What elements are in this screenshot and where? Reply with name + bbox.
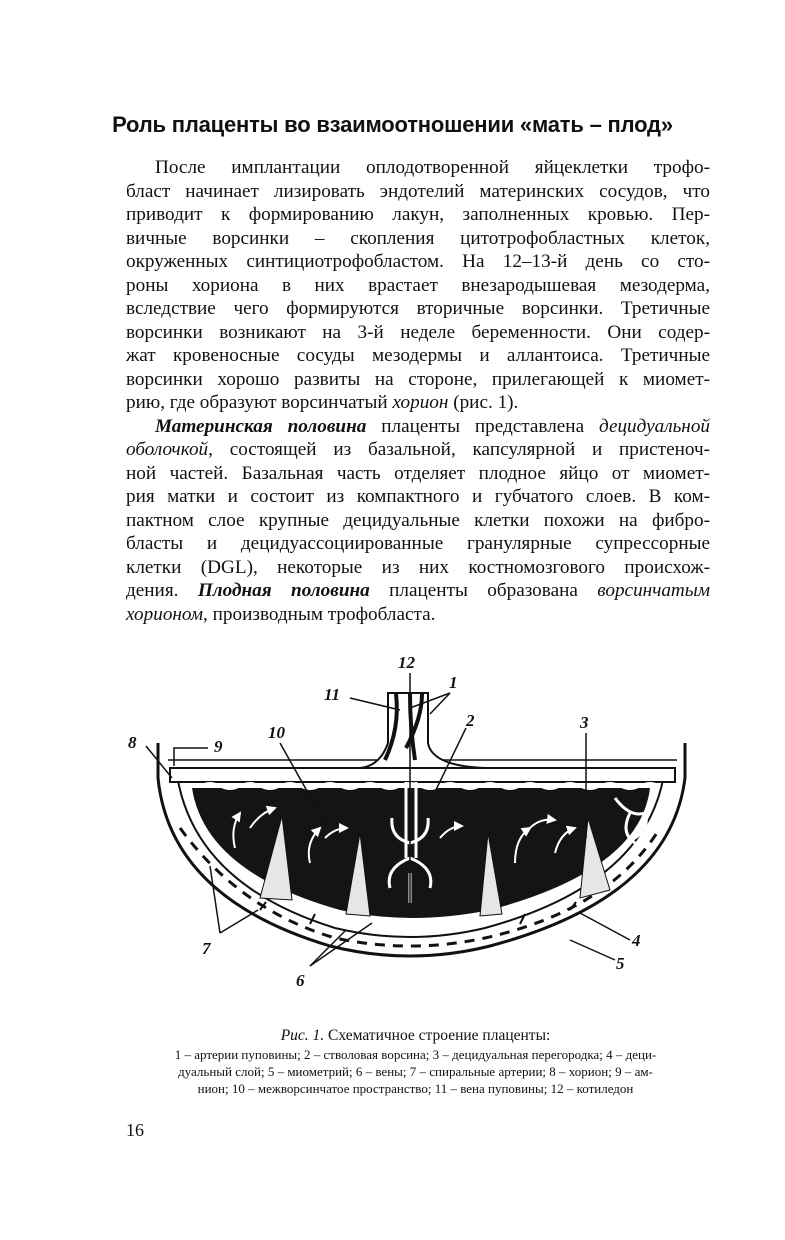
- text-line: После имплантации оплодотворенной яйцеклетки трофо-: [155, 157, 710, 178]
- text-line: рию, где образуют ворсинчатый хорион (рис. 1).: [126, 392, 519, 413]
- text-line: пактном слое крупные децидуальные клетки похожи на фибро-: [126, 509, 710, 531]
- text-line: ворсинки возникают на 3-й неделе беременности. Они содер-: [126, 321, 710, 343]
- term-maternal-half: Материнская половина: [155, 415, 367, 437]
- page-number: 16: [126, 1120, 144, 1140]
- figure-label-1: 1: [449, 673, 458, 692]
- text-line: бласт начинает лизировать эндотелий материнских сосудов, что: [126, 180, 710, 202]
- caption-title: Рис. 1. Схематичное строение плаценты:: [280, 1027, 551, 1044]
- text-line: приводит к формированию лакун, заполненных кровью. Пер-: [126, 204, 710, 225]
- text-line: рия матки и состоит из компактного и губчатого слоев. В ком-: [126, 486, 710, 507]
- text-line: бласты и децидуассоциированные гранулярные супрессорные: [126, 533, 710, 554]
- text-line: вичные ворсинки – скопления цитотрофобластных клеток,: [126, 227, 710, 249]
- chorion-plate: [170, 768, 675, 782]
- figure-label-8: 8: [128, 733, 137, 752]
- text-line: ной частей. Базальная часть отделяет плодное яйцо от миомет-: [126, 462, 710, 484]
- figure-label-4: 4: [632, 931, 641, 950]
- caption-legend-line: нион; 10 – межворсинчатое пространство; 11 – вена пуповины; 12 – котиледон: [197, 1081, 634, 1096]
- figure-label-5: 5: [616, 954, 625, 973]
- placenta-diagram-svg: [110, 648, 710, 1008]
- text-line: клетки (DGL), некоторые из них костномозгового происхож-: [126, 556, 710, 578]
- text-line: хорионом, производным трофобласта.: [126, 603, 436, 625]
- text-line: ворсинки хорошо развиты на стороне, прилегающей к миомет-: [126, 368, 710, 390]
- body-text: [126, 156, 710, 626]
- text-line: роны хориона в них врастает внезародышевая мезодерма,: [126, 274, 710, 296]
- caption-legend: [118, 1046, 713, 1097]
- figure-label-9: 9: [214, 737, 223, 756]
- section-heading: Роль плаценты во взаимоотношении «мать – плод»: [112, 112, 673, 137]
- figure-label-10: 10: [268, 723, 285, 742]
- text-line: жат кровеносные сосуды мезодермы и аллантоиса. Третичные: [126, 345, 710, 366]
- figure-label-11: 11: [324, 685, 341, 704]
- placenta-diagram: [110, 648, 710, 1008]
- text-line: окруженных синтициотрофобластом. На 12–13-й день со сто-: [126, 251, 710, 272]
- figure-label-2: 2: [466, 711, 475, 730]
- text-line: оболочкой, состоящей из базальной, капсулярной и пристеноч-: [126, 439, 710, 460]
- text-line: вследствие чего формируются вторичные ворсинки. Третичные: [126, 298, 710, 319]
- caption-legend-line: дуальный слой; 5 – миометрий; 6 – вены; 7 – спиральные артерии; 8 – хорион; 9 – ам-: [178, 1064, 653, 1079]
- text-line: Материнская половина плаценты представлена децидуальной: [155, 415, 711, 437]
- figure-label-12: 12: [398, 653, 415, 672]
- figure-label-3: 3: [580, 713, 589, 732]
- caption-legend-line: 1 – артерии пуповины; 2 – стволовая ворсина; 3 – децидуальная перегородка; 4 – деци-: [174, 1047, 657, 1062]
- figure-label-7: 7: [202, 939, 211, 958]
- chorionic-vessels: [200, 783, 660, 789]
- figure-label-6: 6: [296, 971, 305, 990]
- text-line: дения. Плодная половина плаценты образована ворсинчатым: [126, 580, 711, 601]
- term-fetal-half: Плодная половина: [197, 580, 370, 601]
- figure-caption: [118, 1026, 713, 1097]
